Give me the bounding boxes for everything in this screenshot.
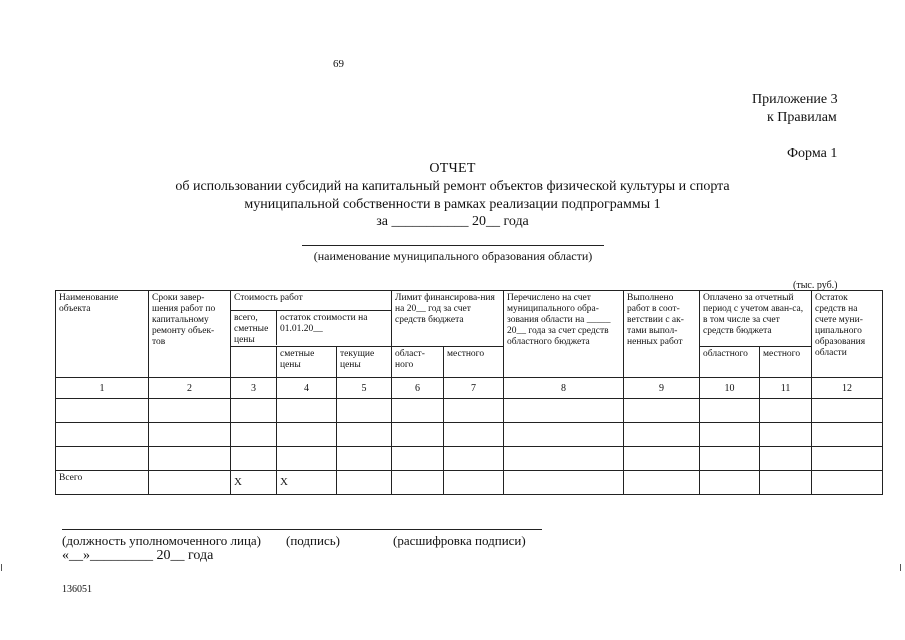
table-cell [624, 423, 700, 447]
header-limit-group: Лимит финансирова-ния на 20__ год за счет средств бюджета [392, 291, 504, 347]
table-cell [504, 399, 624, 423]
org-name-line [302, 245, 604, 246]
header-balance: Остаток средств на счете муни-ципального образования области [812, 291, 883, 378]
header-current-prices: текущие цены [337, 347, 392, 378]
signature-decoding-caption: (расшифровка подписи) [393, 533, 526, 548]
table-cell [149, 423, 231, 447]
table-cell [700, 399, 760, 423]
table-cell [277, 423, 337, 447]
table-cell [444, 423, 504, 447]
table-cell [504, 447, 624, 471]
table-cell [624, 447, 700, 471]
org-name-caption: (наименование муниципального образования области) [313, 249, 593, 263]
table-cell [56, 423, 149, 447]
appendix-line-1: Приложение 3 [752, 92, 838, 107]
table-cell [700, 423, 760, 447]
table-cell [392, 447, 444, 471]
header-works-done: Выполнено работ в соот-ветствии с ак-тами выпол-ненных работ [624, 291, 700, 378]
header-row-1 [56, 291, 883, 347]
table-cell [624, 399, 700, 423]
header-limit-local: местного [444, 347, 504, 378]
column-number: 10 [700, 378, 760, 399]
column-number: 3 [231, 378, 277, 399]
column-number: 5 [337, 378, 392, 399]
right-edge-mark [900, 564, 904, 571]
table-cell [504, 471, 624, 495]
units-label: (тыс. руб.) [793, 280, 838, 291]
table-cell [149, 471, 231, 495]
header-cost-label: Стоимость работ [231, 291, 391, 311]
report-subtitle-line-2: муниципальной собственности в рамках реализации подпрограммы 1 [244, 197, 661, 212]
table-cell [444, 447, 504, 471]
table-cell [812, 447, 883, 471]
appendix-line-2: к Правилам [767, 110, 837, 125]
table-cell [812, 471, 883, 495]
table-cell [392, 399, 444, 423]
form-code: 136051 [62, 584, 92, 595]
table-cell [231, 447, 277, 471]
table-cell [149, 447, 231, 471]
header-estimated-prices: сметные цены [277, 347, 337, 378]
table-cell [56, 399, 149, 423]
signature-date: «__»_________ 20__ года [62, 548, 214, 563]
form-label: Форма 1 [787, 146, 838, 161]
column-number: 11 [760, 378, 812, 399]
table-cell [760, 471, 812, 495]
total-row [56, 471, 883, 495]
table-cell [231, 399, 277, 423]
column-number: 8 [504, 378, 624, 399]
table-cell [392, 423, 444, 447]
header-paid-local: местного [760, 347, 812, 378]
table-cell [760, 447, 812, 471]
report-subtitle-line-1: об использовании субсидий на капитальный ремонт объектов физической культуры и спорта [175, 179, 730, 194]
header-paid-group: Оплачено за отчетный период с учетом аван-са, в том числе за счет средств бюджета [700, 291, 812, 347]
table-cell [392, 471, 444, 495]
signature-caption: (подпись) [286, 533, 340, 548]
table-cell [277, 447, 337, 471]
header-cost-group [231, 291, 392, 347]
page-number: 69 [333, 58, 344, 70]
table-cell [700, 447, 760, 471]
total-label: Всего [56, 471, 149, 495]
table-cell [337, 447, 392, 471]
header-limit-regional: област-ного [392, 347, 444, 378]
table-cell [812, 399, 883, 423]
table-cell [444, 471, 504, 495]
table-cell [504, 423, 624, 447]
header-object-name: Наименование объекта [56, 291, 149, 378]
table-cell [700, 471, 760, 495]
total-cell-col3: X [231, 471, 277, 495]
table-cell [149, 399, 231, 423]
table-cell [337, 471, 392, 495]
table-cell [624, 471, 700, 495]
column-number: 9 [624, 378, 700, 399]
header-total-estimated-cont [231, 347, 277, 378]
signature-line [62, 529, 542, 530]
column-number: 4 [277, 378, 337, 399]
report-table [55, 290, 883, 495]
column-number: 6 [392, 378, 444, 399]
table-row [56, 447, 883, 471]
header-transferred: Перечислено на счет муниципального обра-зования области на _____ 20__ года за счет средств областного бюджета [504, 291, 624, 378]
table-cell [444, 399, 504, 423]
table-row [56, 399, 883, 423]
total-cell-col4: X [277, 471, 337, 495]
table-cell [760, 423, 812, 447]
position-caption: (должность уполномоченного лица) [62, 533, 262, 548]
column-numbers-row [56, 378, 883, 399]
table-cell [812, 423, 883, 447]
column-number: 2 [149, 378, 231, 399]
report-title: ОТЧЕТ [429, 161, 476, 176]
column-number: 12 [812, 378, 883, 399]
table-cell [277, 399, 337, 423]
table-cell [56, 447, 149, 471]
header-total-estimated: всего, сметные цены [231, 311, 277, 345]
left-edge-mark [1, 564, 5, 571]
header-paid-regional: областного [700, 347, 760, 378]
table-cell [760, 399, 812, 423]
column-number: 7 [444, 378, 504, 399]
table-cell [231, 423, 277, 447]
table-row [56, 423, 883, 447]
header-completion-terms: Сроки завер-шения работ по капитальному ремонту объек-тов [149, 291, 231, 378]
column-number: 1 [56, 378, 149, 399]
report-period: за ___________ 20__ года [376, 214, 529, 229]
table-cell [337, 423, 392, 447]
table-cell [337, 399, 392, 423]
header-remainder-group: остаток стоимости на 01.01.20__ [280, 313, 368, 334]
